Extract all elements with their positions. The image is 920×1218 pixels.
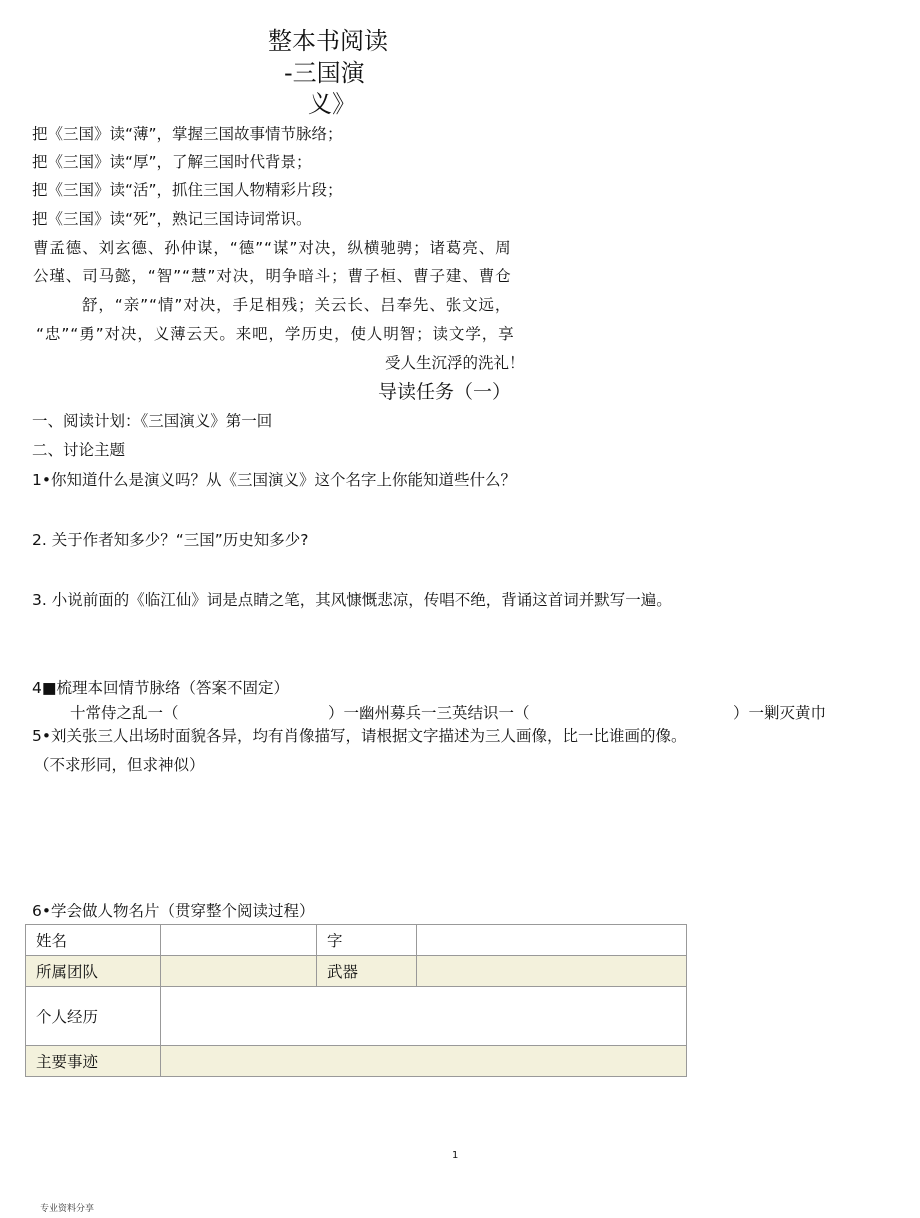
intro-line: 把《三国》读“死”，熟记三国诗词常识。 (32, 210, 312, 228)
label-courtesy-name: 字 (317, 925, 417, 956)
plot-flow-part-b: ）一幽州募兵一三英结识一（ (328, 704, 530, 722)
paragraph-line: 公瑾、司马懿，“智”“慧”对决，明争暗斗；曹子桓、曹子建、曹仓 (33, 267, 512, 285)
doc-title-line3: 义》 (308, 90, 356, 118)
discussion-topics: 二、讨论主题 (32, 441, 126, 459)
intro-line: 把《三国》读“活”，抓住三国人物精彩片段； (32, 181, 343, 199)
input-deeds[interactable] (161, 1046, 687, 1077)
question-3: 3. 小说前面的《临江仙》词是点睛之笔，其风慷慨悲凉，传唱不绝，背诵这首词并默写一遍。 (32, 591, 672, 609)
paragraph-line: 舒，“亲”“情”对决，手足相残；关云长、吕奉先、张文远， (82, 296, 512, 314)
label-weapon: 武器 (317, 956, 417, 987)
label-deeds: 主要事迹 (26, 1046, 161, 1077)
input-name[interactable] (161, 925, 317, 956)
doc-title-line2: -三国演 (284, 59, 365, 87)
question-6: 6•学会做人物名片（贯穿整个阅读过程） (32, 902, 315, 920)
input-history[interactable] (161, 987, 687, 1046)
intro-line: 把《三国》读“厚”，了解三国时代背景； (32, 153, 312, 171)
doc-title-line1: 整本书阅读 (268, 27, 388, 55)
question-1: 1•你知道什么是演义吗？从《三国演义》这个名字上你能知道些什么？ (32, 471, 517, 489)
character-card-table (25, 924, 687, 1077)
question-5: 5•刘关张三人出场时面貌各异，均有肖像描写，请根据文字描述为三人画像，比一比谁画的像。 (32, 727, 687, 745)
intro-line: 把《三国》读“薄”，掌握三国故事情节脉络； (32, 125, 343, 143)
input-team[interactable] (161, 956, 317, 987)
plot-flow-part-a: 十常侍之乱一（ (70, 704, 179, 722)
footer-text: 专业资料分享 (40, 1204, 95, 1214)
question-4: 4■梳理本回情节脉络（答案不固定） (32, 679, 290, 697)
reading-plan: 一、阅读计划：《三国演义》第一回 (32, 412, 273, 430)
label-team: 所属团队 (26, 956, 161, 987)
paragraph-line: “忠”“勇”对决，义薄云天。来吧，学历史，使人明智；读文学，享 (36, 325, 515, 343)
plot-flow-part-c: ）一剿灭黄巾 (733, 704, 827, 722)
page-number: 1 (452, 1150, 459, 1161)
paragraph-line: 曹孟德、刘玄德、孙仲谋，“德”“谋”对决，纵横驰骋；诸葛亮、周 (33, 239, 512, 257)
section-title: 导读任务（一） (378, 381, 512, 403)
input-weapon[interactable] (417, 956, 687, 987)
question-2: 2. 关于作者知多少？“三国”历史知多少? (32, 531, 309, 549)
label-name: 姓名 (26, 925, 161, 956)
input-courtesy-name[interactable] (417, 925, 687, 956)
paragraph-line: 受人生沉浮的洗礼！ (385, 354, 525, 372)
question-5-note: （不求形同，但求神似） (34, 756, 205, 774)
label-history: 个人经历 (26, 987, 161, 1046)
